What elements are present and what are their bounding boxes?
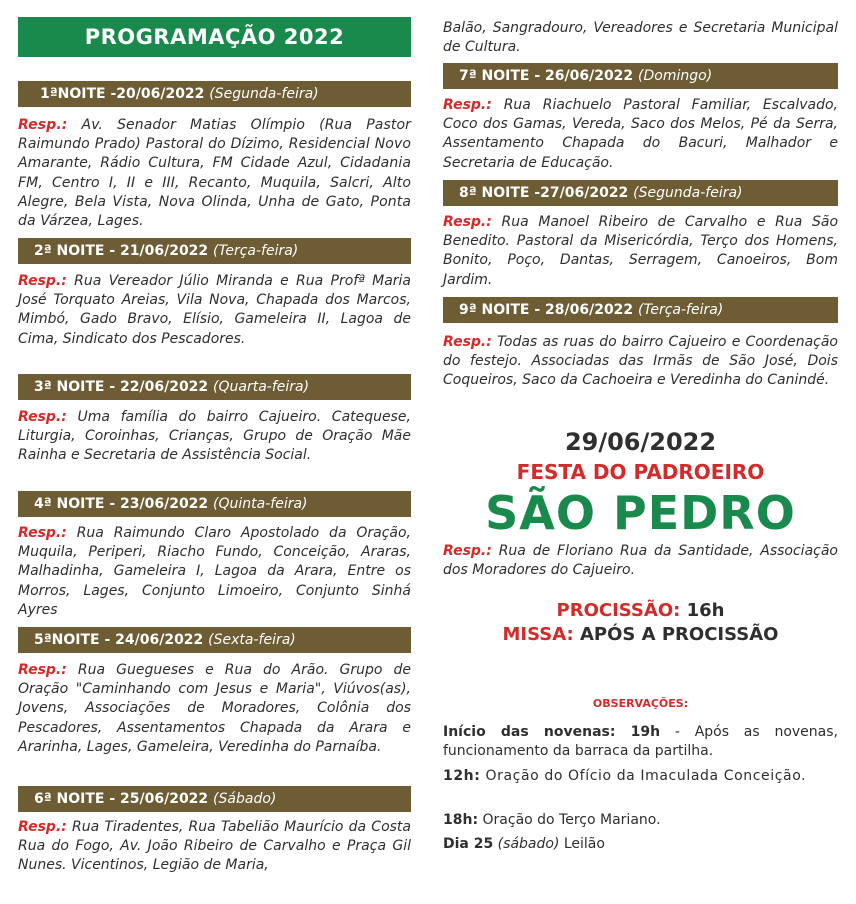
night-4-label: 4ª NOITE - 23/06/2022 [34,496,209,512]
page-title: PROGRAMAÇÃO 2022 [18,17,411,57]
night-5-text: Resp.: Rua Guegueses e Rua do Arão. Grupo de Oração "Caminhando com Jesus e Maria", Viúvos(as), Jovens, Associações de Moradores, Colônia dos Pescadores, Assentamentos Chapada da Arara e Ararinha, Lages, Gameleira, Veredinha do Parnaíba. [18,662,412,755]
resp-label: Resp.: [18,117,68,133]
night-1-text: Resp.: Av. Senador Matias Olímpio (Rua Pastor Raimundo Prado) Pastoral do Dízimo, Residencial Novo Amarante, Rádio Cultura, FM Cidade Azul, Cidadania FM, Centro I, II e III, Recanto, Muquila, Salcri, Alto Alegre, Bela Vista, Nova Olinda, Unha de Gato, Ponta da Várzea, Lages. [18,117,411,230]
observacoes-title: OBSERVAÇÕES: [592,697,689,710]
night-9-label: 9ª NOITE - 28/06/2022 [459,302,634,318]
night-2-header [18,238,411,264]
procissao-label: PROCISSÃO: [556,600,681,621]
night-2-text: Resp.: Rua Vereador Júlio Miranda e Rua Profª Maria José Torquato Areias, Vila Nova, Chapada dos Marcos, Mimbó, Gado Bravo, Elísio, Gameleira II, Lagoa de Cima, Sindicato dos Pescadores. [18,273,411,347]
night-3-day: (Quarta-feira) [213,379,310,395]
night-5-day: (Sexta-feira) [208,632,296,648]
night-4-header [18,491,411,517]
night-6-label: 6ª NOITE - 25/06/2022 [34,791,209,807]
night-3-label: 3ª NOITE - 22/06/2022 [34,379,209,395]
night-9-header [443,297,838,323]
night-1-day: (Segunda-feira) [209,86,319,102]
obs-item-3: 18h: Oração do Terço Mariano. [443,812,661,828]
night-7-header [443,63,838,89]
night-4-text: Resp.: Rua Raimundo Claro Apostolado da Oração, Muquila, Periperi, Riacho Fundo, Conceição, Araras, Malhadinha, Gameleira I, Lagoa da Arara, Entre os Morros, Lages, Conjunto Limoeiro, Conjunto Sinhá Ayres [18,525,411,618]
missa-label: MISSA: [502,624,574,645]
night-3-header [18,374,411,400]
procissao-time: 16h [686,600,725,621]
missa-line [443,624,838,645]
missa-text: APÓS A PROCISSÃO [580,624,779,645]
night-8-day: (Segunda-feira) [633,185,743,201]
night-8-label: 8ª NOITE -27/06/2022 [459,185,629,201]
obs-item-4: Dia 25 (sábado) Leilão [443,836,605,852]
procissao-line [443,600,838,621]
night-6-continuation: Balão, Sangradouro, Vereadores e Secretaria Municipal de Cultura. [443,20,838,56]
festa-label: FESTA DO PADROEIRO [516,460,765,484]
night-4-day: (Quinta-feira) [213,496,308,512]
night-6-header [18,786,411,812]
night-1-header [18,81,411,107]
night-7-label: 7ª NOITE - 26/06/2022 [459,68,634,84]
festa-resp-text: Resp.: Rua de Floriano Rua da Santidade, Associação dos Moradores do Cajueiro. [443,543,838,579]
night-7-text: Resp.: Rua Riachuelo Pastoral Familiar, Escalvado, Coco dos Gamas, Vereda, Saco dos Melos, Pé da Serra, Assentamento Chapada do Bacuri, Malhador e Secretaria de Educação. [443,97,839,171]
right-column [443,0,838,904]
night-6-text: Resp.: Rua Tiradentes, Rua Tabelião Maurício da Costa Rua do Fogo, Av. João Ribeiro de Carvalho e Praça Gil Nunes. Vicentinos, Legião de Maria, [18,819,411,874]
night-2-day: (Terça-feira) [213,243,299,259]
night-5-header [18,627,411,653]
night-3-text: Resp.: Uma família do bairro Cajueiro. Catequese, Liturgia, Coroinhas, Crianças, Grupo de Oração Mãe Rainha e Secretaria de Assistência Social. [18,409,411,464]
obs-item-2: 12h: Oração do Ofício da Imaculada Conceição. [443,768,807,784]
night-9-text: Resp.: Todas as ruas do bairro Cajueiro e Coordenação do festejo. Associadas das Irmãs de São José, Dois Coqueiros, Saco da Cachoeira e Veredinha do Canindé. [443,334,838,389]
night-1-label: 1ªNOITE -20/06/2022 [40,86,205,102]
night-5-label: 5ªNOITE - 24/06/2022 [34,632,204,648]
night-7-day: (Domingo) [638,68,713,84]
night-9-day: (Terça-feira) [638,302,724,318]
night-8-header [443,180,838,206]
saint-name: SÃO PEDRO [485,486,796,540]
festa-date: 29/06/2022 [564,428,717,456]
night-8-text: Resp.: Rua Manoel Ribeiro de Carvalho e Rua São Benedito. Pastoral da Misericórdia, Terço dos Homens, Bonito, Poço, Dantas, Serragem, Canoeiros, Bom Jardim. [443,214,839,288]
night-2-label: 2ª NOITE - 21/06/2022 [34,243,209,259]
night-6-day: (Sábado) [213,791,277,807]
obs-item-1: Início das novenas: 19h - Após as novenas, funcionamento da barraca da partilha. [443,724,838,759]
